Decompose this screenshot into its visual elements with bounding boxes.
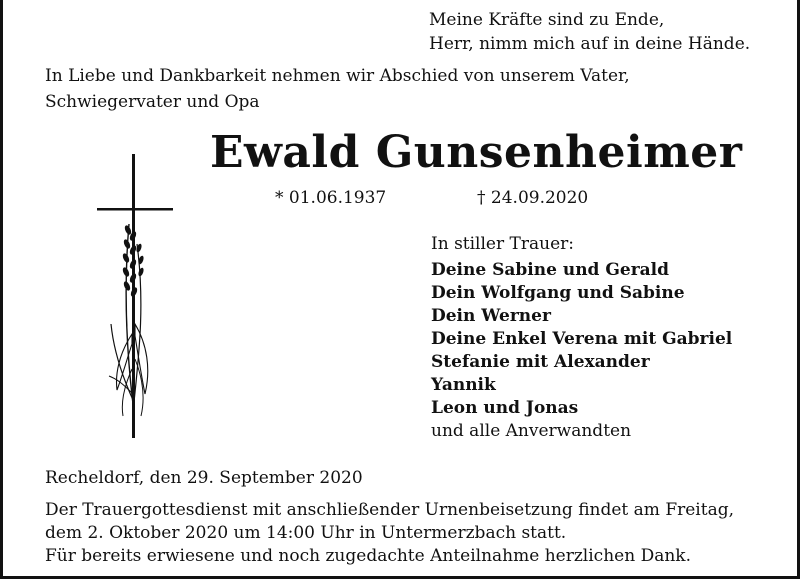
notice-line-3: Für bereits erwiesene und noch zugedachte Anteilnahme herzlichen Dank. xyxy=(45,546,691,566)
intro-line-1: In Liebe und Dankbarkeit nehmen wir Abschied von unserem Vater, xyxy=(45,66,630,86)
intro-text xyxy=(45,63,630,115)
death-date: † 24.09.2020 xyxy=(477,188,589,208)
notice-line-1: Der Trauergottesdienst mit anschließender Urnenbeisetzung findet am Freitag, xyxy=(45,500,734,520)
place-and-date: Recheldorf, den 29. September 2020 xyxy=(45,468,363,488)
mourner-name: Deine Sabine und Gerald xyxy=(431,260,670,280)
cross-with-wheat-icon xyxy=(93,154,177,440)
intro-line-2: Schwiegervater und Opa xyxy=(45,92,260,112)
mourners-list xyxy=(431,233,732,443)
funeral-notice xyxy=(45,499,734,568)
motto-line-1: Meine Kräfte sind zu Ende, xyxy=(429,10,665,30)
deceased-name: Ewald Gunsenheimer xyxy=(210,127,743,178)
mourners-closing: und alle Anverwandten xyxy=(431,421,632,441)
mourner-name: Leon und Jonas xyxy=(431,398,579,418)
mourner-name: Stefanie mit Alexander xyxy=(431,352,650,372)
mourner-name: Yannik xyxy=(431,375,496,395)
motto-line-2: Herr, nimm mich auf in deine Hände. xyxy=(429,34,751,54)
mourners-heading: In stiller Trauer: xyxy=(431,234,574,254)
mourner-name: Deine Enkel Verena mit Gabriel xyxy=(431,329,733,349)
birth-date: * 01.06.1937 xyxy=(275,188,387,208)
motto-verse xyxy=(429,8,750,56)
notice-line-2: dem 2. Oktober 2020 um 14:00 Uhr in Untermerzbach statt. xyxy=(45,523,567,543)
mourner-name: Dein Wolfgang und Sabine xyxy=(431,283,685,303)
mourner-name: Dein Werner xyxy=(431,306,551,326)
